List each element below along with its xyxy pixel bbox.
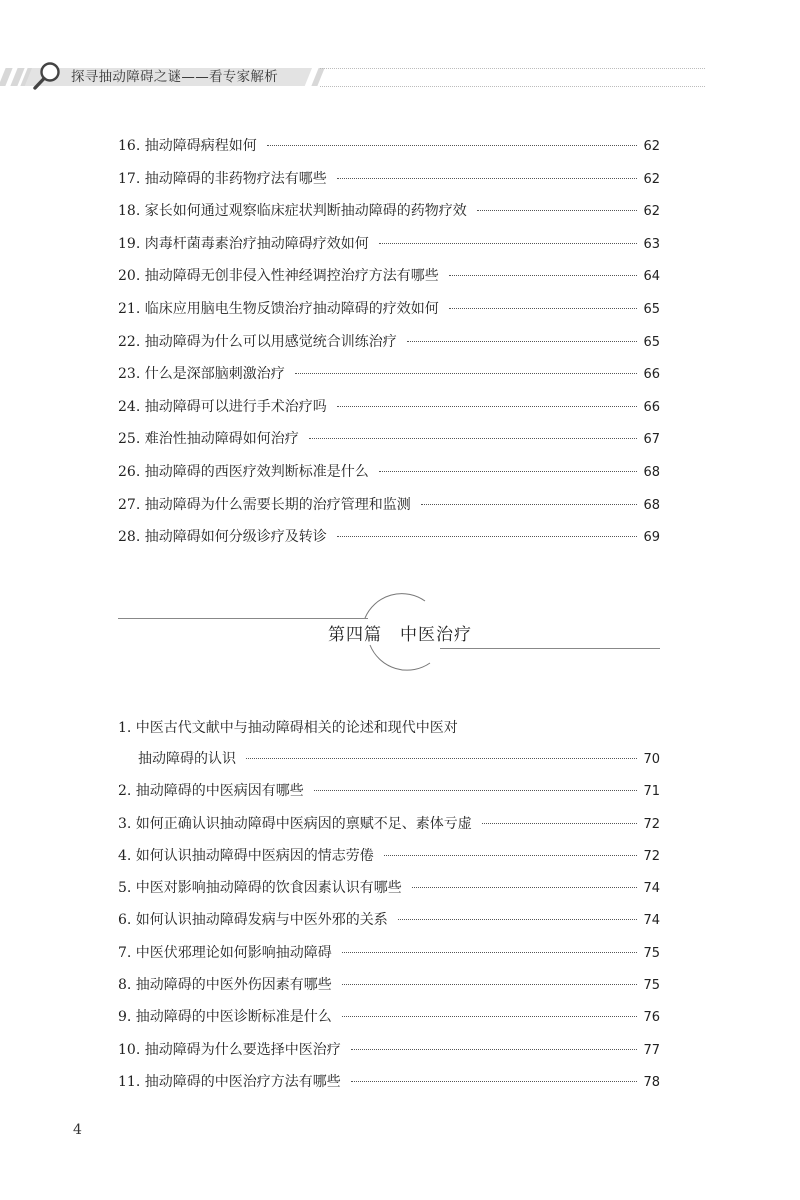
toc-entry-title: 11. 抽动障碍的中医治疗方法有哪些 xyxy=(118,1073,341,1090)
toc-entry-page: 62 xyxy=(643,171,660,187)
toc-entry-title: 3. 如何正确认识抽动障碍中医病因的禀赋不足、素体亏虚 xyxy=(118,815,472,832)
toc-entry[interactable] xyxy=(118,713,660,743)
toc-entry-page: 74 xyxy=(643,881,660,897)
toc-entry-title: 25. 难治性抽动障碍如何治疗 xyxy=(118,431,299,448)
toc-entry-title: 19. 肉毒杆菌毒素治疗抽动障碍疗效如何 xyxy=(118,235,369,252)
toc-entry[interactable] xyxy=(118,293,660,326)
toc-entry-page: 68 xyxy=(643,497,660,513)
toc-entry[interactable] xyxy=(118,521,660,554)
dot-leader xyxy=(337,406,638,407)
dot-leader xyxy=(246,758,637,759)
header-dotted-line xyxy=(320,86,705,87)
toc-entry[interactable] xyxy=(118,195,660,228)
toc-entry[interactable] xyxy=(118,130,660,163)
toc-entry-title: 28. 抽动障碍如何分级诊疗及转诊 xyxy=(118,529,327,546)
dot-leader xyxy=(449,308,638,309)
section-title: 第四篇 中医治疗 xyxy=(328,625,472,645)
toc-entry[interactable] xyxy=(118,1034,660,1066)
toc-entry-page: 65 xyxy=(643,334,660,350)
dot-leader xyxy=(337,536,638,537)
toc-list xyxy=(118,130,660,554)
toc-entry[interactable] xyxy=(118,937,660,969)
toc-entry-title: 23. 什么是深部脑刺激治疗 xyxy=(118,366,285,383)
toc-entry[interactable] xyxy=(118,456,660,489)
toc-entry-page: 62 xyxy=(643,204,660,220)
toc-entry-title: 2. 抽动障碍的中医病因有哪些 xyxy=(118,783,304,800)
dot-leader xyxy=(384,855,638,856)
toc-entry[interactable] xyxy=(118,840,660,872)
toc-entry-page: 68 xyxy=(643,464,660,480)
toc-entry-page: 70 xyxy=(643,752,660,767)
toc-entry-page: 67 xyxy=(643,432,660,448)
dot-leader xyxy=(379,243,638,244)
toc-entry-page: 66 xyxy=(643,399,660,415)
magnifier-icon xyxy=(32,60,62,92)
dot-leader xyxy=(342,1016,638,1017)
toc-entry[interactable] xyxy=(118,260,660,293)
toc-entry-title: 1. 中医古代文献中与抽动障碍相关的论述和现代中医对 xyxy=(118,720,458,736)
toc-entry-page: 75 xyxy=(643,978,660,994)
toc-entry-page: 62 xyxy=(643,139,660,154)
toc-entry-title: 24. 抽动障碍可以进行手术治疗吗 xyxy=(118,398,327,415)
toc-entry-page: 66 xyxy=(643,367,660,383)
toc-entry[interactable] xyxy=(118,808,660,840)
toc-entry-title: 5. 中医对影响抽动障碍的饮食因素认识有哪些 xyxy=(118,880,402,897)
toc-entry-page: 72 xyxy=(643,848,660,864)
toc-entry[interactable] xyxy=(118,1001,660,1033)
dot-leader xyxy=(267,145,638,146)
section-rule-right xyxy=(440,648,660,649)
toc-entry-title: 16. 抽动障碍病程如何 xyxy=(118,138,257,154)
toc-entry[interactable] xyxy=(118,489,660,522)
toc-entry-title: 21. 临床应用脑电生物反馈治疗抽动障碍的疗效如何 xyxy=(118,300,439,317)
toc-entry-page: 78 xyxy=(643,1074,660,1090)
toc-entry[interactable] xyxy=(118,969,660,1001)
toc-entry[interactable] xyxy=(118,423,660,456)
toc-entry[interactable] xyxy=(118,391,660,424)
toc-entry-title: 8. 抽动障碍的中医外伤因素有哪些 xyxy=(118,977,332,994)
toc-entry-page: 64 xyxy=(643,269,660,285)
dot-leader xyxy=(421,504,638,505)
toc-entry-title: 26. 抽动障碍的西医疗效判断标准是什么 xyxy=(118,463,369,480)
dot-leader xyxy=(351,1049,638,1050)
toc-entry-page: 75 xyxy=(643,945,660,961)
toc-entry-title: 27. 抽动障碍为什么需要长期的治疗管理和监测 xyxy=(118,496,411,513)
toc-entry-continuation[interactable] xyxy=(118,743,660,775)
dot-leader xyxy=(314,790,638,791)
toc-entry[interactable] xyxy=(118,872,660,904)
toc-entry[interactable] xyxy=(118,358,660,391)
toc-entry-page: 71 xyxy=(643,784,660,800)
toc-entry-title: 6. 如何认识抽动障碍发病与中医外邪的关系 xyxy=(118,912,388,929)
toc-list xyxy=(118,713,660,1098)
toc-entry-title: 4. 如何认识抽动障碍中医病因的情志劳倦 xyxy=(118,847,374,864)
section-rule-left xyxy=(118,618,368,619)
toc-entry-title: 9. 抽动障碍的中医诊断标准是什么 xyxy=(118,1009,332,1026)
dot-leader xyxy=(477,210,638,211)
toc-entry-page: 74 xyxy=(643,913,660,929)
toc-entry[interactable] xyxy=(118,1066,660,1098)
dot-leader xyxy=(309,438,638,439)
toc-entry[interactable] xyxy=(118,228,660,261)
dot-leader xyxy=(342,952,638,953)
toc-entry-title: 17. 抽动障碍的非药物疗法有哪些 xyxy=(118,170,327,187)
dot-leader xyxy=(351,1081,638,1082)
toc-entry-page: 76 xyxy=(643,1010,660,1026)
toc-entry-page: 77 xyxy=(643,1042,660,1058)
dot-leader xyxy=(379,471,638,472)
toc-entry-title: 7. 中医伏邪理论如何影响抽动障碍 xyxy=(118,944,332,961)
toc-entry-title: 18. 家长如何通过观察临床症状判断抽动障碍的药物疗效 xyxy=(118,203,467,220)
toc-entry-title: 22. 抽动障碍为什么可以用感觉统合训练治疗 xyxy=(118,333,397,350)
toc-entry[interactable] xyxy=(118,775,660,807)
dot-leader xyxy=(342,984,638,985)
toc-entry-page: 69 xyxy=(643,530,660,546)
toc-entry-page: 63 xyxy=(643,236,660,252)
toc-entry-title: 10. 抽动障碍为什么要选择中医治疗 xyxy=(118,1041,341,1058)
toc-entry-title: 20. 抽动障碍无创非侵入性神经调控治疗方法有哪些 xyxy=(118,268,439,285)
dot-leader xyxy=(412,887,638,888)
dot-leader xyxy=(407,341,638,342)
toc-entry[interactable] xyxy=(118,904,660,936)
toc-entry-page: 65 xyxy=(643,301,660,317)
page-number: 4 xyxy=(73,1122,82,1138)
toc-entry[interactable] xyxy=(118,326,660,359)
toc-entry-title: 抽动障碍的认识 xyxy=(138,751,236,767)
dot-leader xyxy=(337,178,638,179)
dot-leader xyxy=(295,373,638,374)
dot-leader xyxy=(398,919,638,920)
dot-leader xyxy=(449,275,638,276)
header-title: 探寻抽动障碍之谜——看专家解析 xyxy=(71,69,278,85)
toc-entry[interactable] xyxy=(118,163,660,196)
header-dotted-line xyxy=(320,68,705,69)
toc-entry-page: 72 xyxy=(643,816,660,832)
dot-leader xyxy=(482,823,638,824)
